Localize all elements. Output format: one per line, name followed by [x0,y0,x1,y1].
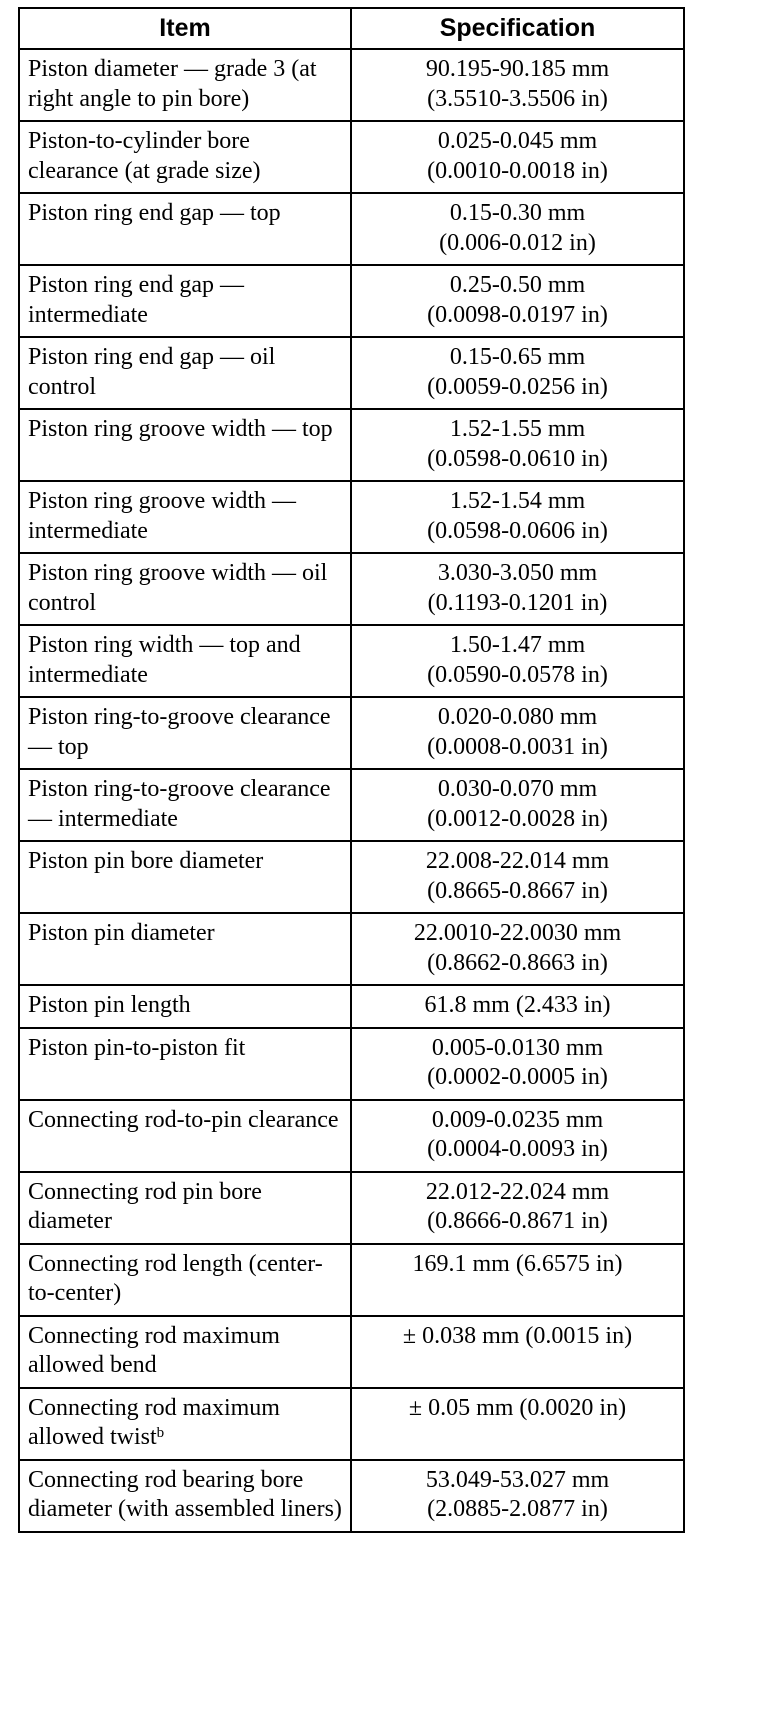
item-text: Connecting rod maximum allowed bend [28,1322,280,1378]
table-row [19,697,684,769]
metric-value: 1.52-1.54 mm [449,488,586,514]
item-text: Piston ring end gap — intermediate [28,272,244,328]
item-cell [19,1244,351,1316]
item-text: Piston ring-to-groove clearance — intermediate [28,776,331,832]
specification-cell [351,121,684,193]
item-text: Piston ring groove width — oil control [28,560,328,616]
imperial-value: (0.0004-0.0093 in) [427,1136,608,1162]
metric-value: 90.195-90.185 mm [425,56,610,82]
table-row [19,841,684,913]
table-body [19,49,684,1532]
table-row [19,193,684,265]
item-text: Piston ring groove width — top [28,416,333,442]
table-row [19,1388,684,1460]
table-row [19,49,684,121]
specification-cell [351,409,684,481]
metric-value: 1.52-1.55 mm [449,416,586,442]
imperial-value: (3.5510-3.5506 in) [427,85,608,112]
metric-value: 61.8 mm (2.433 in) [424,992,611,1018]
item-cell [19,1172,351,1244]
specification-cell [351,1028,684,1100]
item-text: Piston ring width — top and intermediate [28,632,301,688]
specification-cell [351,625,684,697]
item-cell [19,1388,351,1460]
metric-value: 53.049-53.027 mm [425,1466,610,1493]
specification-cell [351,337,684,409]
item-cell [19,1316,351,1388]
metric-value: 3.030-3.050 mm [437,560,598,586]
item-cell [19,121,351,193]
table-row [19,1100,684,1172]
specification-cell [351,1244,684,1316]
item-text: Piston ring end gap — oil control [28,344,276,400]
item-cell [19,841,351,913]
table-row [19,985,684,1028]
item-cell [19,769,351,841]
imperial-value: (0.0059-0.0256 in) [427,373,608,400]
item-text: Piston pin diameter [28,920,215,946]
imperial-value: (0.1193-0.1201 in) [427,589,608,616]
imperial-value: (0.0008-0.0031 in) [427,733,608,760]
item-text: Piston pin bore diameter [28,848,264,874]
metric-value: ± 0.05 mm (0.0020 in) [408,1394,627,1421]
table-row [19,409,684,481]
metric-value: 0.030-0.070 mm [437,776,598,802]
header-specification: Specification [351,8,684,49]
imperial-value: (0.006-0.012 in) [439,229,596,256]
metric-value: 22.012-22.024 mm [425,1178,610,1205]
table-row [19,121,684,193]
specification-cell [351,1172,684,1244]
item-text: Piston ring-to-groove clearance — top [28,704,331,760]
specification-cell [351,985,684,1028]
specification-cell [351,553,684,625]
specification-cell [351,1316,684,1388]
specification-cell [351,841,684,913]
item-cell [19,1460,351,1532]
specification-cell [351,913,684,985]
item-cell [19,1028,351,1100]
metric-value: 22.0010-22.0030 mm [413,920,622,946]
table-row [19,553,684,625]
item-text: Connecting rod-to-pin clearance [28,1106,339,1133]
item-cell [19,265,351,337]
table-row [19,481,684,553]
imperial-value: (2.0885-2.0877 in) [427,1496,608,1522]
specification-cell [351,1100,684,1172]
specification-cell [351,265,684,337]
item-text: Piston pin length [28,992,191,1018]
footnote-marker: b [156,1425,165,1441]
item-text: Connecting rod bearing bore diameter (with assembled liners) [28,1466,342,1522]
item-cell [19,193,351,265]
item-cell [19,625,351,697]
item-cell [19,481,351,553]
specification-cell [351,769,684,841]
metric-value: 0.025-0.045 mm [437,128,598,154]
item-cell [19,337,351,409]
specification-table [18,7,685,1533]
header-row [19,8,684,49]
header-item: Item [19,8,351,49]
specification-cell [351,49,684,121]
specification-cell [351,1388,684,1460]
specification-cell [351,193,684,265]
item-text: Connecting rod maximum allowed twist [28,1394,280,1450]
metric-value: 22.008-22.014 mm [425,848,610,874]
table-row [19,913,684,985]
imperial-value: (0.0010-0.0018 in) [427,157,608,184]
item-cell [19,49,351,121]
specification-cell [351,697,684,769]
item-text: Piston ring groove width — intermediate [28,488,296,544]
metric-value: 0.15-0.65 mm [449,344,586,370]
imperial-value: (0.0098-0.0197 in) [427,301,608,328]
item-cell [19,553,351,625]
imperial-value: (0.8662-0.8663 in) [427,949,608,976]
metric-value: 0.009-0.0235 mm [431,1106,604,1133]
imperial-value: (0.0598-0.0606 in) [427,517,608,544]
metric-value: 0.15-0.30 mm [449,200,586,226]
item-cell [19,913,351,985]
item-cell [19,985,351,1028]
item-text: Connecting rod pin bore diameter [28,1178,262,1234]
item-cell [19,1100,351,1172]
metric-value: 1.50-1.47 mm [449,632,586,658]
metric-value: 169.1 mm (6.6575 in) [412,1250,623,1277]
imperial-value: (0.0012-0.0028 in) [427,805,608,832]
imperial-value: (0.0002-0.0005 in) [427,1064,608,1090]
table-row [19,625,684,697]
table-row [19,1316,684,1388]
metric-value: 0.005-0.0130 mm [431,1034,604,1061]
table-row [19,769,684,841]
specification-cell [351,481,684,553]
item-text: Piston diameter — grade 3 (at right angle to pin bore) [28,56,317,112]
item-text: Piston ring end gap — top [28,200,281,226]
table-row [19,265,684,337]
table-row [19,1172,684,1244]
table-row [19,1028,684,1100]
table-row [19,1244,684,1316]
metric-value: 0.25-0.50 mm [449,272,586,298]
metric-value: ± 0.038 mm (0.0015 in) [402,1322,633,1349]
table-row [19,1460,684,1532]
item-text: Piston-to-cylinder bore clearance (at grade size) [28,128,261,184]
metric-value: 0.020-0.080 mm [437,704,598,730]
imperial-value: (0.8666-0.8671 in) [427,1208,608,1234]
item-cell [19,697,351,769]
imperial-value: (0.0590-0.0578 in) [427,661,608,688]
imperial-value: (0.8665-0.8667 in) [427,877,608,904]
item-text: Connecting rod length (center-to-center) [28,1250,323,1306]
specification-cell [351,1460,684,1532]
item-text: Piston pin-to-piston fit [28,1034,246,1061]
imperial-value: (0.0598-0.0610 in) [427,445,608,472]
table-row [19,337,684,409]
item-cell [19,409,351,481]
